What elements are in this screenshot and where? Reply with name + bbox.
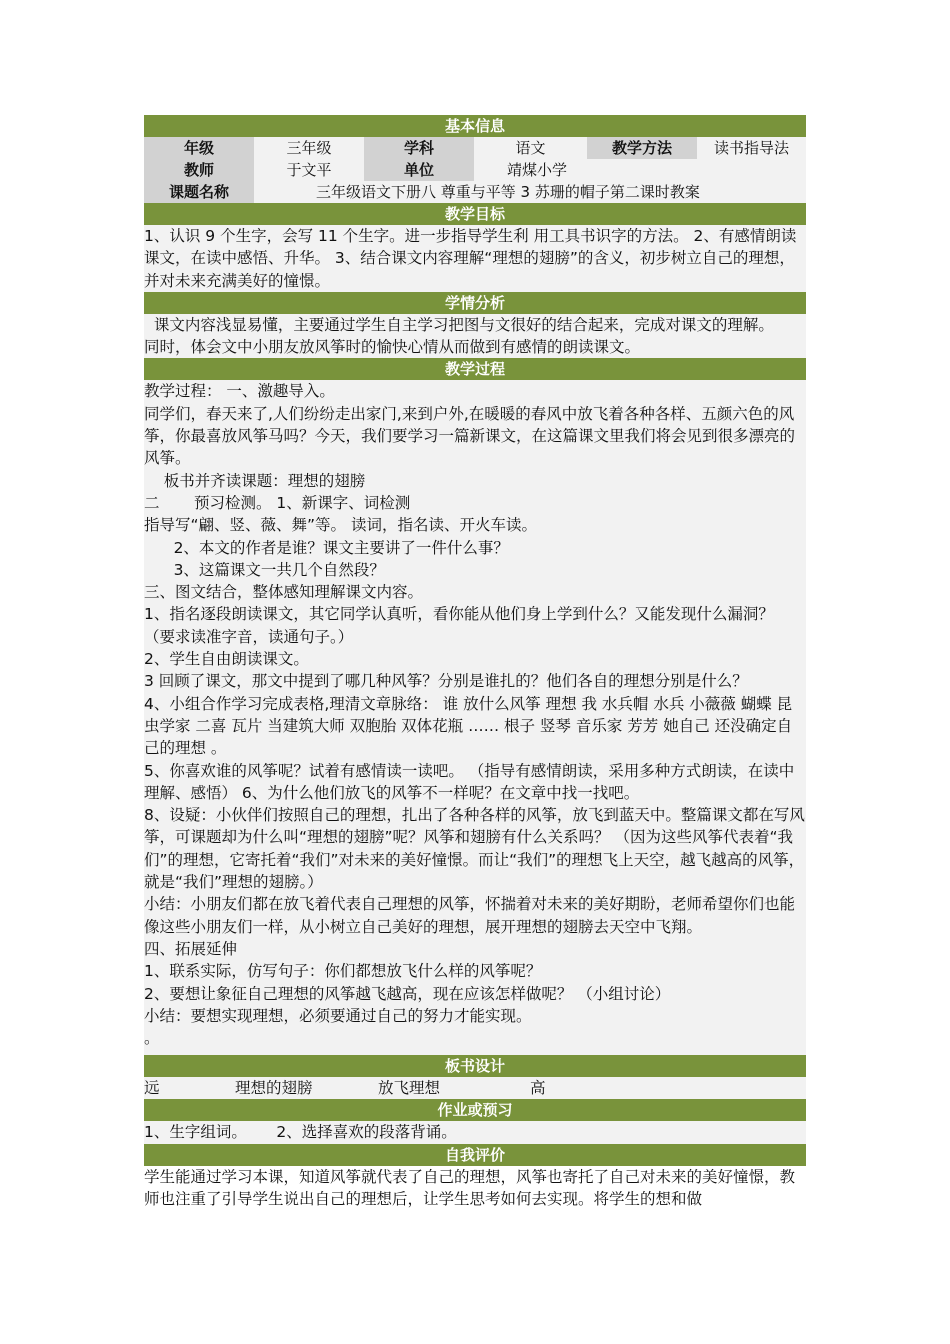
process-header: 教学过程 (144, 358, 806, 380)
process-text (144, 380, 806, 1055)
analysis-header: 学情分析 (144, 292, 806, 314)
subject-label: 学科 (364, 137, 474, 159)
process-line: 教学过程： 一、激趣导入。 (144, 382, 335, 401)
evaluation-text (144, 1166, 806, 1211)
process-line: 板书并齐读课题：理想的翅膀 (144, 471, 366, 490)
teacher-value: 于文平 (254, 159, 364, 181)
process-line: 同学们，春天来了,人们纷纷走出家门,来到户外,在暖暖的春风中放飞着各种各样、五颜六色的风筝，你最喜放风筝马吗？今天，我们要学习一篇新课文，在这篇课文里我们将会见到很多漂亮的风筝。 (144, 404, 796, 468)
process-line: 小结：小朋友们都在放飞着代表自己理想的风筝，怀揣着对未来的美好期盼，老师希望你们也能像这些小朋友们一样，从小树立自己美好的理想，展开理想的翅膀去天空中飞翔。 (144, 895, 796, 936)
process-line: 1、指名逐段朗读课文，其它同学认真听，看你能从他们身上学到什么？又能发现什么漏洞？ （要求读准字音，读通句子。） (144, 605, 774, 646)
board-header: 板书设计 (144, 1055, 806, 1077)
board-item: 放飞理想 (378, 1079, 441, 1098)
process-line: 二 预习检测。 1、新课字、词检测 (144, 493, 411, 512)
evaluation-header: 自我评价 (144, 1144, 806, 1166)
process-line: 4、小组合作学习完成表格,理清文章脉络： 谁 放什么风筝 理想 我 水兵帽 水兵 小薇薇 蝴蝶 昆虫学家 二喜 瓦片 当建筑大师 双胞胎 双体花瓶 …… 根子 竖琴 音乐家 芳芳 她自己 还没确定自己的理想 。 (144, 694, 793, 758)
analysis-line: 同时，体会文中小朋友放风筝时的愉快心情从而做到有感情的朗读课文。 (144, 338, 641, 357)
process-line: 3 回顾了课文，那文中提到了哪几种风筝？分别是谁扎的？他们各自的理想分别是什么？ (144, 672, 748, 691)
basic-info-header: 基本信息 (144, 115, 806, 137)
process-line: 3、这篇课文一共几个自然段？ (144, 560, 385, 579)
grade-value: 三年级 (254, 137, 364, 159)
process-line: 1、联系实际，仿写句子：你们都想放飞什么样的风筝呢？ (144, 962, 542, 981)
process-line: 2、要想让象征自己理想的风筝越飞越高，现在应该怎样做呢？ （小组讨论） (144, 984, 671, 1003)
analysis-text (144, 314, 806, 359)
homework-line: 1、生字组词。 2、选择喜欢的段落背诵。 (144, 1123, 457, 1142)
process-line: 四、拓展延伸 (144, 939, 238, 958)
basic-info-grid (144, 137, 806, 203)
process-line: 5、你喜欢谁的风筝呢？试着有感情读一读吧。 （指导有感情朗读，采用多种方式朗读，在读中理解、感悟） 6、为什么他们放飞的风筝不一样呢？在文章中找一找吧。 (144, 761, 795, 802)
goals-header: 教学目标 (144, 203, 806, 225)
teacher-label: 教师 (144, 159, 254, 181)
method-value: 读书指导法 (697, 137, 806, 159)
subject-value: 语文 (474, 137, 587, 159)
board-item: 理想的翅膀 (235, 1079, 313, 1098)
process-line: 小结：要想实现理想，必须要通过自己的努力才能实现。 (144, 1006, 532, 1025)
process-line: 。 (144, 1029, 160, 1048)
board-design-row (144, 1077, 806, 1099)
title-value: 三年级语文下册八 尊重与平等 3 苏珊的帽子第二课时教案 (254, 181, 806, 203)
process-line: 2、学生自由朗读课文。 (144, 650, 309, 669)
process-line: 指导写“翩、竖、薇、舞”等。 读词，指名读、开火车读。 (144, 516, 537, 535)
unit-value: 靖煤小学 (474, 159, 697, 181)
process-line: 2、本文的作者是谁？课文主要讲了一件什么事？ (144, 538, 509, 557)
method-label: 教学方法 (587, 137, 697, 159)
goals-text (144, 225, 806, 292)
process-line: 8、设疑：小伙伴们按照自己的理想，扎出了各种各样的风筝，放飞到蓝天中。整篇课文都在写风筝，可课题却为什么叫“理想的翅膀”呢？风筝和翅膀有什么关系吗？ （因为这些风筝代表着“我们”的理想，它寄托着“我们”对未来的美好憧憬。而让“我们”的理想飞上天空，越飞越高的风筝，就是“我们”理想的翅膀。） (144, 806, 805, 892)
title-label: 课题名称 (144, 181, 254, 203)
analysis-line: 课文内容浅显易懂，主要通过学生自主学习把图与文很好的结合起来，完成对课文的理解。 (144, 315, 774, 334)
homework-text (144, 1121, 806, 1143)
homework-header: 作业或预习 (144, 1099, 806, 1121)
process-line: 三、图文结合，整体感知理解课文内容。 (144, 583, 424, 602)
board-item: 高 (530, 1079, 546, 1098)
lesson-plan-document (144, 115, 806, 1210)
goals-paragraph: 1、认识 9 个生字，会写 11 个生字。进一步指导学生利 用工具书识字的方法。 2、有感情朗读课文，在读中感悟、升华。 3、结合课文内容理解“理想的翅膀”的含义，初步树立自己的理想，并对未来充满美好的憧憬。 (144, 227, 797, 290)
unit-label: 单位 (364, 159, 474, 181)
grade-label: 年级 (144, 137, 254, 159)
unit-spacer (697, 159, 806, 181)
board-item: 远 (144, 1079, 160, 1098)
evaluation-paragraph: 学生能通过学习本课，知道风筝就代表了自己的理想，风筝也寄托了自己对未来的美好憧憬，教师也注重了引导学生说出自己的理想后，让学生思考如何去实现。将学生的想和做 (144, 1167, 796, 1208)
